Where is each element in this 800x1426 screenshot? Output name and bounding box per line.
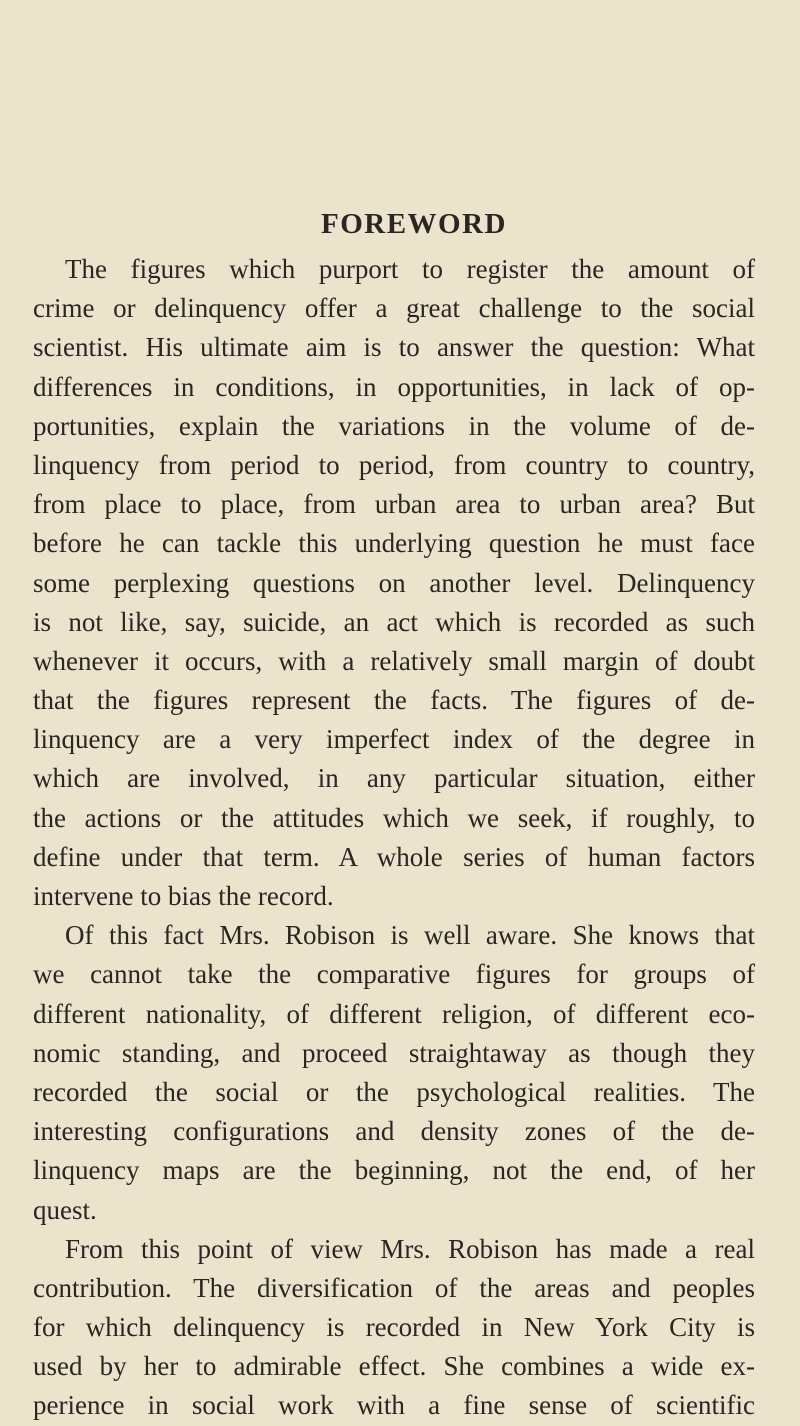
text-line: linquency are a very imperfect index of the degree in: [33, 724, 755, 755]
text-line: contribution. The diversification of the areas and peoples: [33, 1272, 755, 1303]
text-line: used by her to admirable effect. She combines a wide ex-: [33, 1351, 755, 1382]
text-line: for which delinquency is recorded in New York City is: [33, 1312, 755, 1343]
book-page: [33, 0, 755, 1421]
text-line: recorded the social or the psychological realities. The: [33, 1076, 755, 1107]
text-line: perience in social work with a fine sense of scientific: [33, 1390, 755, 1421]
text-line: which are involved, in any particular situation, either: [33, 763, 755, 794]
text-line: scientist. His ultimate aim is to answer the question: What: [33, 332, 755, 363]
text-line: define under that term. A whole series of human factors: [33, 841, 755, 872]
text-line: that the figures represent the facts. The figures of de-: [33, 685, 755, 716]
text-line: is not like, say, suicide, an act which is recorded as such: [33, 606, 755, 637]
text-line: linquency maps are the beginning, not the end, of her: [33, 1155, 755, 1186]
text-line: the actions or the attitudes which we seek, if roughly, to: [33, 802, 755, 833]
text-line: linquency from period to period, from country to country,: [33, 449, 755, 480]
foreword-text: [33, 250, 755, 1426]
text-line: From this point of view Mrs. Robison has made a real: [65, 1233, 755, 1264]
text-line: whenever it occurs, with a relatively small margin of doubt: [33, 645, 755, 676]
text-line: portunities, explain the variations in the volume of de-: [33, 410, 755, 441]
page-title: FOREWORD: [321, 208, 507, 240]
text-line: differences in conditions, in opportunities, in lack of op-: [33, 371, 755, 402]
text-line: The figures which purport to register the amount of: [65, 254, 755, 284]
text-line: Of this fact Mrs. Robison is well aware. She knows that: [65, 920, 755, 951]
text-line: intervene to bias the record.: [33, 881, 334, 911]
text-line: we cannot take the comparative figures for groups of: [33, 959, 755, 990]
text-line: before he can tackle this underlying question he must face: [33, 528, 755, 559]
text-line: crime or delinquency offer a great challenge to the social: [33, 293, 755, 324]
text-line: interesting configurations and density zones of the de-: [33, 1116, 755, 1147]
text-line: different nationality, of different religion, of different eco-: [33, 998, 755, 1029]
text-line: from place to place, from urban area to urban area? But: [33, 489, 755, 520]
text-line: quest.: [33, 1194, 97, 1225]
text-line: some perplexing questions on another level. Delinquency: [33, 567, 755, 598]
text-line: nomic standing, and proceed straightaway as though they: [33, 1037, 755, 1068]
